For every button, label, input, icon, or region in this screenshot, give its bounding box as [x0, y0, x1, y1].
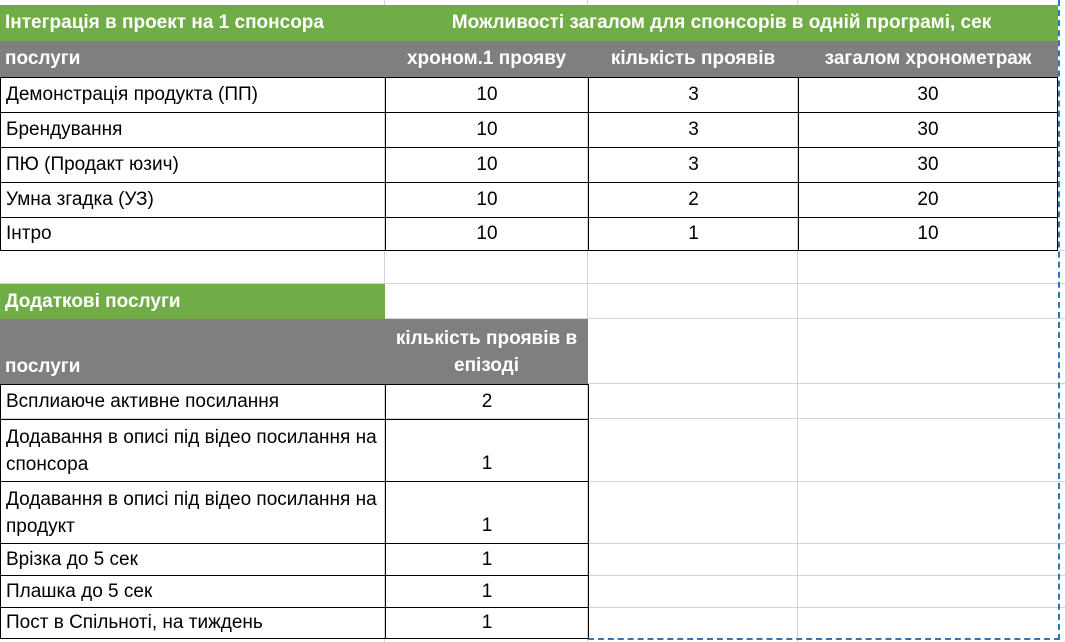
table2-cell-count[interactable]: 1: [385, 543, 589, 576]
table1-cell-service[interactable]: Демонстрація продукта (ПП): [0, 77, 386, 113]
table1-cell-total[interactable]: 30: [798, 112, 1058, 148]
table2-cell-count[interactable]: 1: [385, 419, 589, 482]
table1-cell-service[interactable]: Умна згадка (УЗ): [0, 182, 386, 218]
table1-cell-total[interactable]: 10: [798, 217, 1058, 251]
table2-col-services[interactable]: послуги: [0, 319, 385, 384]
table1-cell-duration[interactable]: 10: [385, 217, 589, 251]
page-break-vertical: [1058, 0, 1060, 640]
table2-cell-service[interactable]: Додавання в описі під відео посилання на продукт: [0, 481, 386, 544]
table1-cell-count[interactable]: 1: [588, 217, 799, 251]
table1-cell-total[interactable]: 20: [798, 182, 1058, 218]
table1-col-count[interactable]: кількість проявів: [588, 41, 798, 77]
table1-cell-duration[interactable]: 10: [385, 77, 589, 113]
table2-cell-count[interactable]: 2: [385, 384, 589, 420]
table1-col-services[interactable]: послуги: [0, 41, 385, 77]
table2-cell-count[interactable]: 1: [385, 575, 589, 608]
table2-cell-service[interactable]: Пост в Спільноті, на тиждень: [0, 607, 386, 639]
table1-cell-duration[interactable]: 10: [385, 112, 589, 148]
table1-cell-service[interactable]: Брендування: [0, 112, 386, 148]
table1-title[interactable]: Інтеграція в проект на 1 спонсора: [0, 5, 385, 41]
table1-cell-count[interactable]: 3: [588, 77, 799, 113]
table2-col-count[interactable]: кількість проявів в епізоді: [385, 319, 588, 384]
table2-cell-service[interactable]: Додавання в описі під відео посилання на спонсора: [0, 419, 386, 482]
table1-group-header[interactable]: Можливості загалом для спонсорів в одній програмі, сек: [385, 5, 1058, 41]
table2-cell-service[interactable]: Плашка до 5 сек: [0, 575, 386, 608]
table2-cell-service[interactable]: Всплиаюче активне посилання: [0, 384, 386, 420]
table1-col-duration[interactable]: хроном.1 прояву: [385, 41, 588, 77]
table1-cell-service[interactable]: ПЮ (Продакт юзич): [0, 147, 386, 183]
table1-cell-total[interactable]: 30: [798, 147, 1058, 183]
table2-title[interactable]: Додаткові послуги: [0, 284, 385, 319]
table2-cell-count[interactable]: 1: [385, 481, 589, 544]
table2-cell-service[interactable]: Врізка до 5 сек: [0, 543, 386, 576]
table1-cell-total[interactable]: 30: [798, 77, 1058, 113]
table1-cell-count[interactable]: 3: [588, 112, 799, 148]
table1-col-total[interactable]: загалом хронометраж: [798, 41, 1058, 77]
page-break-horizontal: [588, 638, 1060, 640]
table2-cell-count[interactable]: 1: [385, 607, 589, 639]
table1-cell-duration[interactable]: 10: [385, 147, 589, 183]
table1-cell-duration[interactable]: 10: [385, 182, 589, 218]
table1-cell-count[interactable]: 3: [588, 147, 799, 183]
table1-cell-service[interactable]: Інтро: [0, 217, 386, 251]
table1-cell-count[interactable]: 2: [588, 182, 799, 218]
